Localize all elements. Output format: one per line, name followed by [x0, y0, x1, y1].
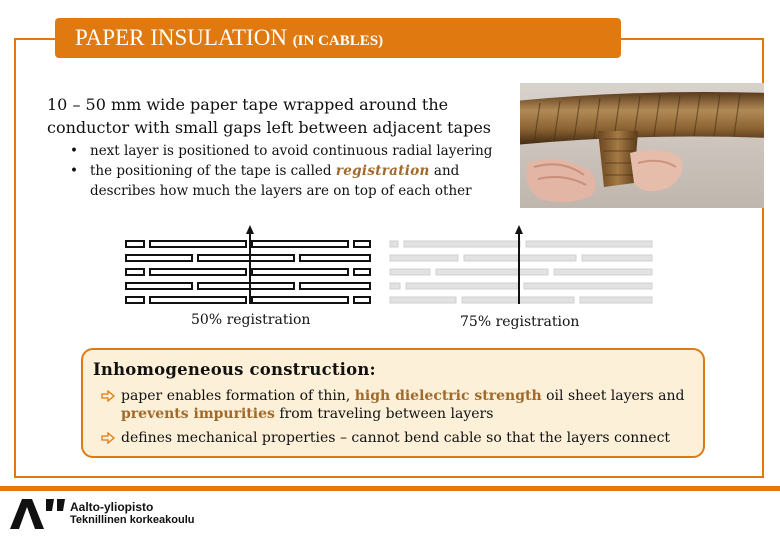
tape-segment [404, 241, 520, 247]
caption-50-registration: 50% registration [191, 312, 311, 328]
tape-segment [126, 269, 144, 275]
bullet-list [70, 141, 520, 201]
tape-segment [126, 241, 144, 247]
tape-segment [580, 297, 652, 303]
tape-segment [390, 283, 400, 289]
intro-text [47, 93, 517, 139]
prevents-impurities-term: prevents impurities [121, 406, 275, 422]
callout-item [83, 387, 693, 423]
tape-segment [582, 255, 652, 261]
tape-segment [300, 283, 370, 289]
tape-segment [252, 297, 348, 303]
callout-text: from traveling between layers [279, 406, 494, 422]
tape-segment [524, 283, 652, 289]
bullet-text-before: the positioning of the tape is called [90, 163, 332, 179]
bullet-text-after: and describes how much the layers are on top of each other [90, 163, 472, 199]
hollow-arrow-right-icon [101, 432, 115, 444]
registration-diagram [120, 224, 660, 308]
tape-segment [126, 283, 192, 289]
aalto-logo [8, 497, 66, 531]
hollow-arrow-right-icon [101, 390, 115, 402]
bullet-text: next layer is positioned to avoid continuous radial layering [90, 143, 493, 159]
tape-segment [390, 269, 430, 275]
page-title [75, 25, 383, 51]
bullet-item [70, 141, 520, 161]
callout-text: paper enables formation of thin, [121, 388, 351, 404]
tape-segment [406, 283, 518, 289]
bullet-dot: • [70, 163, 78, 179]
radial-arrow-75 [515, 225, 523, 304]
tape-segment [252, 269, 348, 275]
intro-line-2: conductor with small gaps left between adjacent tapes [47, 118, 492, 137]
tape-segment [300, 255, 370, 261]
caption-75-registration: 75% registration [460, 314, 580, 330]
tape-segment [150, 269, 246, 275]
tape-segment [252, 241, 348, 247]
tape-segment [126, 297, 144, 303]
radial-arrow-50 [246, 225, 254, 304]
tape-segment [390, 255, 458, 261]
org-school: Teknillinen korkeakoulu [70, 514, 195, 526]
tape-segment [150, 241, 246, 247]
title-bar [55, 18, 621, 58]
callout-text: defines mechanical properties – cannot bend cable so that the layers connect [121, 430, 671, 446]
tape-segment [354, 241, 370, 247]
cable-photo-illustration [520, 83, 764, 208]
tape-segment [198, 283, 294, 289]
tape-segment [126, 255, 192, 261]
callout-list [83, 387, 693, 453]
callout-item [83, 429, 693, 447]
callout-title: Inhomogeneous construction: [93, 360, 376, 379]
tape-segment [390, 297, 456, 303]
registration-50-diagram [126, 241, 370, 303]
bullet-dot: • [70, 143, 78, 159]
footer-rule [0, 486, 780, 491]
tape-segment [554, 269, 652, 275]
title-sub: (IN CABLES) [292, 33, 384, 49]
tape-segment [150, 297, 246, 303]
tape-segment [526, 241, 652, 247]
intro-line-1: 10 – 50 mm wide paper tape wrapped around the [47, 95, 449, 114]
tape-segment [198, 255, 294, 261]
registration-75-diagram [390, 241, 652, 303]
org-name: Aalto-yliopisto [70, 500, 154, 514]
tape-segment [354, 269, 370, 275]
high-dielectric-strength-term: high dielectric strength [354, 388, 542, 404]
bullet-item [70, 161, 520, 201]
title-main: PAPER INSULATION [75, 25, 287, 50]
registration-term: registration [335, 163, 430, 179]
tape-segment [390, 241, 398, 247]
callout-text: oil sheet layers and [546, 388, 685, 404]
cable-photo [520, 83, 764, 208]
tape-segment [354, 297, 370, 303]
callout-box [81, 348, 705, 458]
tape-segment [436, 269, 548, 275]
